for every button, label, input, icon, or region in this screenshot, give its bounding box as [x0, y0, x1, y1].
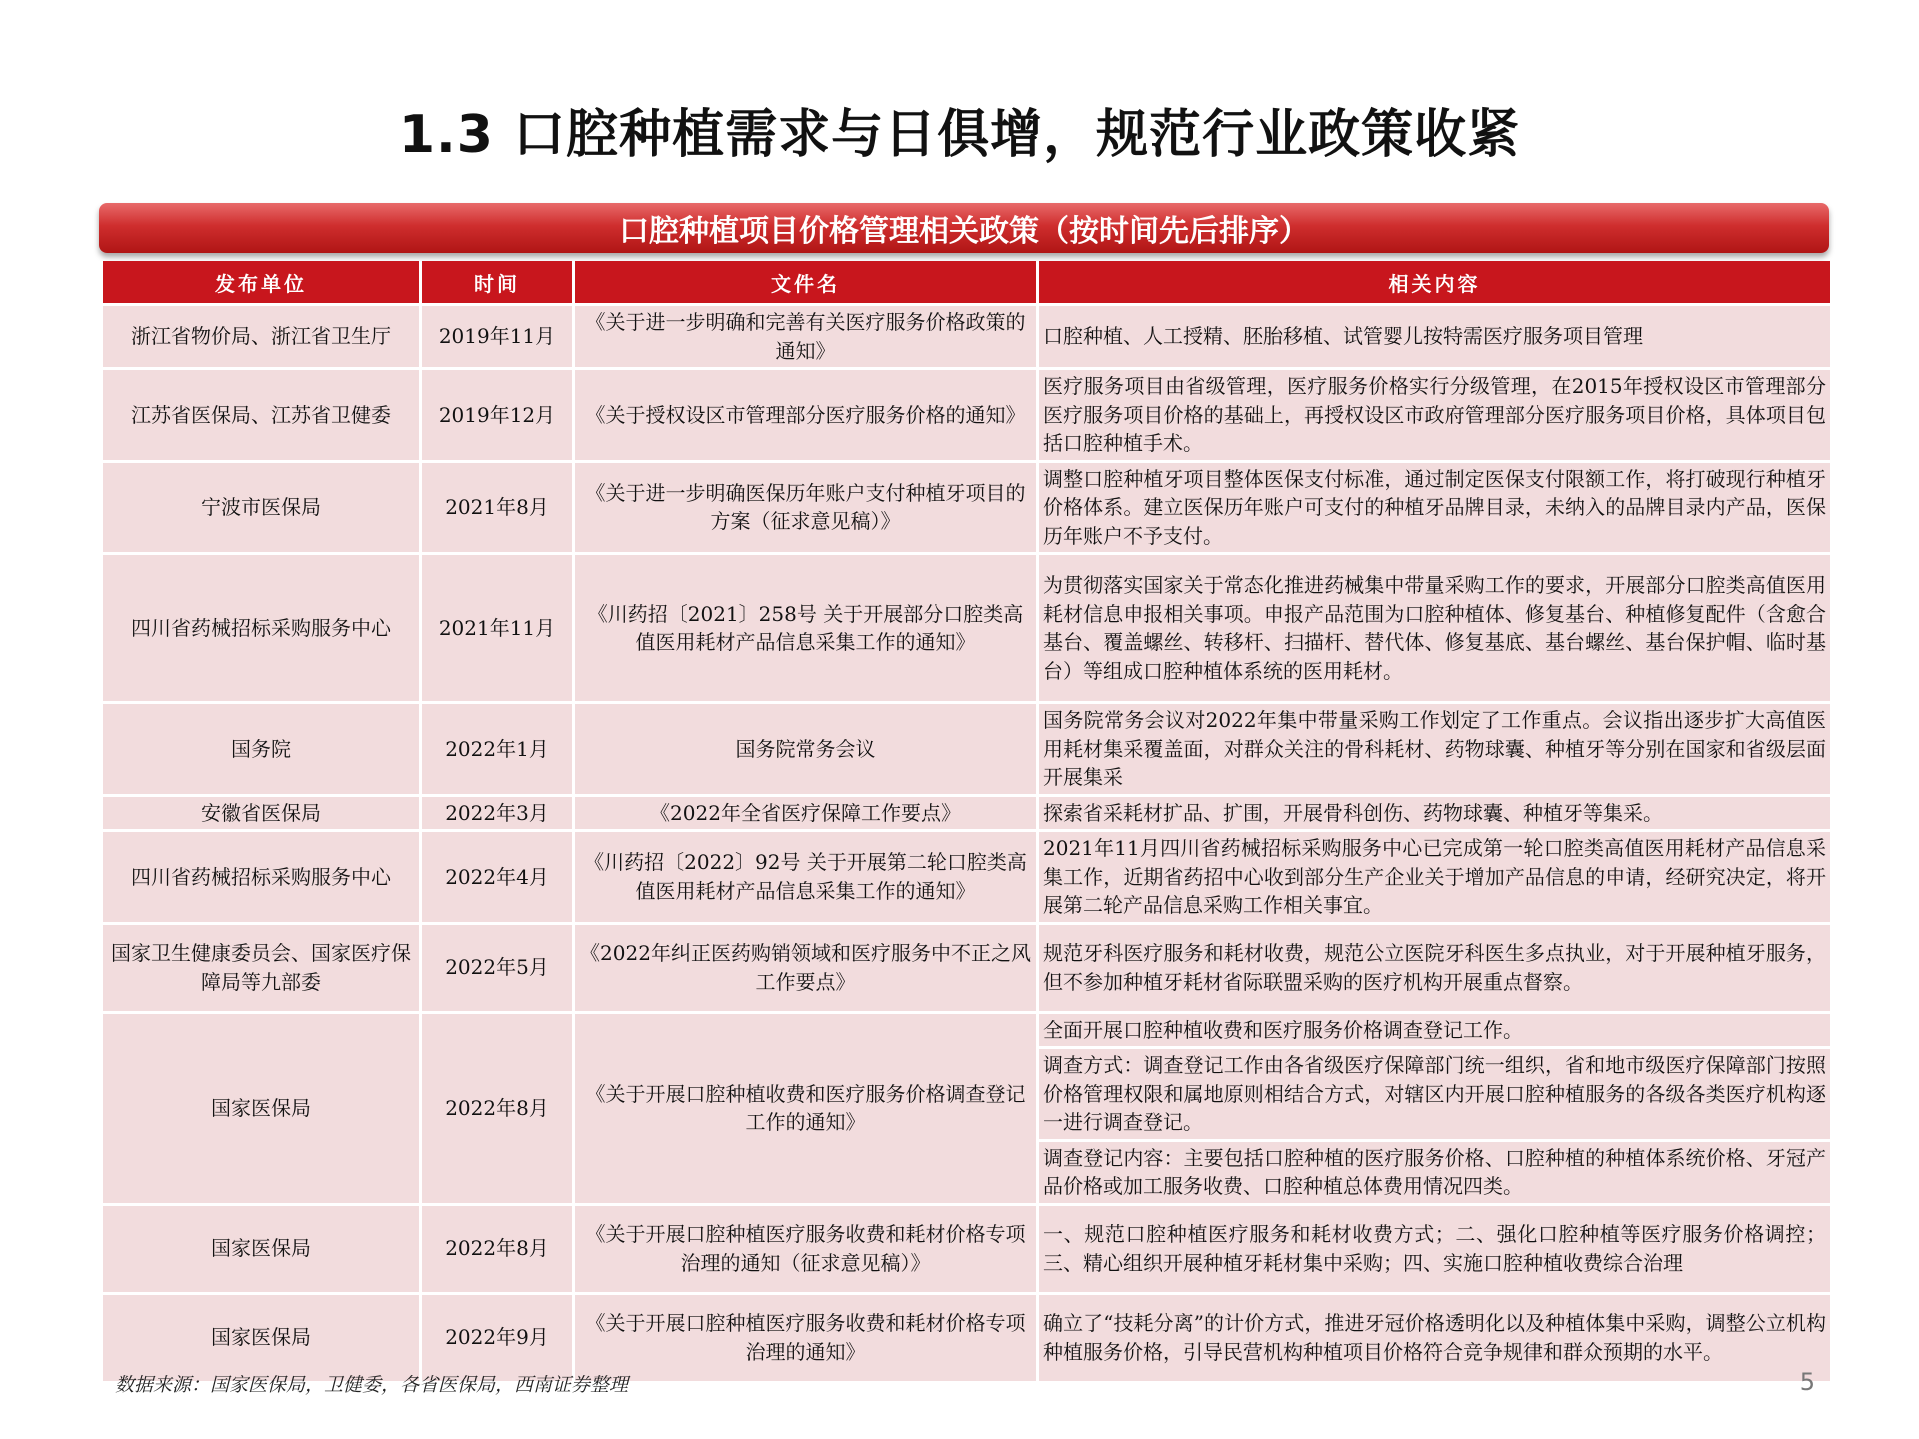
cell-publisher: 安徽省医保局: [103, 797, 419, 830]
cell-document: 《关于授权设区市管理部分医疗服务价格的通知》: [575, 370, 1036, 460]
cell-publisher: 浙江省物价局、浙江省卫生厅: [103, 306, 419, 367]
cell-publisher: 国家医保局: [103, 1014, 419, 1203]
cell-document: 《2022年纠正医药购销领域和医疗服务中不正之风工作要点》: [575, 925, 1036, 1011]
table-row: [103, 555, 1830, 701]
cell-document: 《关于开展口腔种植医疗服务收费和耗材价格专项治理的通知（征求意见稿）》: [575, 1206, 1036, 1292]
table-row: [103, 1014, 1830, 1047]
table-row: [103, 306, 1830, 367]
cell-content: 为贯彻落实国家关于常态化推进药械集中带量采购工作的要求，开展部分口腔类高值医用耗材信息申报相关事项。申报产品范围为口腔种植体、修复基台、种植修复配件（含愈合基台、覆盖螺丝、转移杆、扫描杆、替代体、修复基底、基台螺丝、基台保护帽、临时基台）等组成口腔种植体系统的医用耗材。: [1039, 555, 1830, 701]
cell-date: 2022年3月: [422, 797, 572, 830]
cell-publisher: 国务院: [103, 704, 419, 794]
table-row: [103, 832, 1830, 922]
cell-document: 《关于进一步明确和完善有关医疗服务价格政策的通知》: [575, 306, 1036, 367]
cell-content: 全面开展口腔种植收费和医疗服务价格调查登记工作。: [1039, 1014, 1830, 1047]
header-document: 文件名: [575, 261, 1036, 303]
cell-document: 《关于进一步明确医保历年账户支付种植牙项目的方案（征求意见稿）》: [575, 463, 1036, 553]
cell-date: 2022年8月: [422, 1206, 572, 1292]
cell-content: 口腔种植、人工授精、胚胎移植、试管婴儿按特需医疗服务项目管理: [1039, 306, 1830, 367]
table-row: [103, 1206, 1830, 1292]
table-row: [103, 370, 1830, 460]
header-publisher: 发布单位: [103, 261, 419, 303]
cell-content: 探索省采耗材扩品、扩围，开展骨科创伤、药物球囊、种植牙等集采。: [1039, 797, 1830, 830]
cell-content: 一、规范口腔种植医疗服务和耗材收费方式；二、强化口腔种植等医疗服务价格调控；三、精心组织开展种植牙耗材集中采购；四、实施口腔种植收费综合治理: [1039, 1206, 1830, 1292]
cell-publisher: 四川省药械招标采购服务中心: [103, 555, 419, 701]
cell-publisher: 宁波市医保局: [103, 463, 419, 553]
cell-date: 2022年9月: [422, 1295, 572, 1381]
table-row: [103, 463, 1830, 553]
cell-date: 2021年8月: [422, 463, 572, 553]
cell-document: 《关于开展口腔种植医疗服务收费和耗材价格专项治理的通知》: [575, 1295, 1036, 1381]
cell-content: 国务院常务会议对2022年集中带量采购工作划定了工作重点。会议指出逐步扩大高值医用耗材集采覆盖面，对群众关注的骨科耗材、药物球囊、种植牙等分别在国家和省级层面开展集采: [1039, 704, 1830, 794]
cell-document: 《关于开展口腔种植收费和医疗服务价格调查登记工作的通知》: [575, 1014, 1036, 1203]
cell-document: 《川药招〔2021〕258号 关于开展部分口腔类高值医用耗材产品信息采集工作的通知》: [575, 555, 1036, 701]
cell-content: 确立了“技耗分离”的计价方式，推进牙冠价格透明化以及种植体集中采购，调整公立机构种植服务价格，引导民营机构种植项目价格符合竞争规律和群众预期的水平。: [1039, 1295, 1830, 1381]
cell-date: 2022年4月: [422, 832, 572, 922]
table-header-row: [103, 261, 1830, 303]
cell-publisher: 国家医保局: [103, 1295, 419, 1381]
cell-date: 2022年5月: [422, 925, 572, 1011]
table-row: [103, 797, 1830, 830]
header-date: 时间: [422, 261, 572, 303]
cell-date: 2022年8月: [422, 1014, 572, 1203]
data-source-note: 数据来源：国家医保局，卫健委，各省医保局，西南证券整理: [115, 1374, 629, 1396]
table-row: [103, 1295, 1830, 1381]
table-row: [103, 704, 1830, 794]
cell-date: 2019年12月: [422, 370, 572, 460]
cell-content: 2021年11月四川省药械招标采购服务中心已完成第一轮口腔类高值医用耗材产品信息采集工作，近期省药招中心收到部分生产企业关于增加产品信息的申请，经研究决定，将开展第二轮产品信息采购工作相关事宜。: [1039, 832, 1830, 922]
cell-content: 医疗服务项目由省级管理，医疗服务价格实行分级管理，在2015年授权设区市管理部分医疗服务项目价格的基础上，再授权设区市政府管理部分医疗服务项目价格，具体项目包括口腔种植手术。: [1039, 370, 1830, 460]
cell-date: 2022年1月: [422, 704, 572, 794]
cell-publisher: 江苏省医保局、江苏省卫健委: [103, 370, 419, 460]
cell-document: 《川药招〔2022〕92号 关于开展第二轮口腔类高值医用耗材产品信息采集工作的通知》: [575, 832, 1036, 922]
cell-publisher: 四川省药械招标采购服务中心: [103, 832, 419, 922]
cell-content: 规范牙科医疗服务和耗材收费，规范公立医院牙科医生多点执业，对于开展种植牙服务，但不参加种植牙耗材省际联盟采购的医疗机构开展重点督察。: [1039, 925, 1830, 1011]
cell-publisher: 国家卫生健康委员会、国家医疗保障局等九部委: [103, 925, 419, 1011]
cell-content: 调查方式：调查登记工作由各省级医疗保障部门统一组织，省和地市级医疗保障部门按照价格管理权限和属地原则相结合方式，对辖区内开展口腔种植服务的各级各类医疗机构逐一进行调查登记。: [1039, 1049, 1830, 1139]
header-content: 相关内容: [1039, 261, 1830, 303]
cell-content: 调查登记内容：主要包括口腔种植的医疗服务价格、口腔种植的种植体系统价格、牙冠产品价格或加工服务收费、口腔种植总体费用情况四类。: [1039, 1142, 1830, 1203]
cell-date: 2021年11月: [422, 555, 572, 701]
cell-publisher: 国家医保局: [103, 1206, 419, 1292]
table-banner: 口腔种植项目价格管理相关政策（按时间先后排序）: [99, 203, 1829, 253]
page-number: 5: [1799, 1368, 1815, 1396]
cell-date: 2019年11月: [422, 306, 572, 367]
policy-table: [100, 258, 1833, 1384]
cell-content: 调整口腔种植牙项目整体医保支付标准，通过制定医保支付限额工作，将打破现行种植牙价格体系。建立医保历年账户可支付的种植牙品牌目录，未纳入的品牌目录内产品，医保历年账户不予支付。: [1039, 463, 1830, 553]
table-row: [103, 925, 1830, 1011]
cell-document: 国务院常务会议: [575, 704, 1036, 794]
page-title: 1.3 口腔种植需求与日俱增，规范行业政策收紧: [398, 105, 1521, 165]
cell-document: 《2022年全省医疗保障工作要点》: [575, 797, 1036, 830]
